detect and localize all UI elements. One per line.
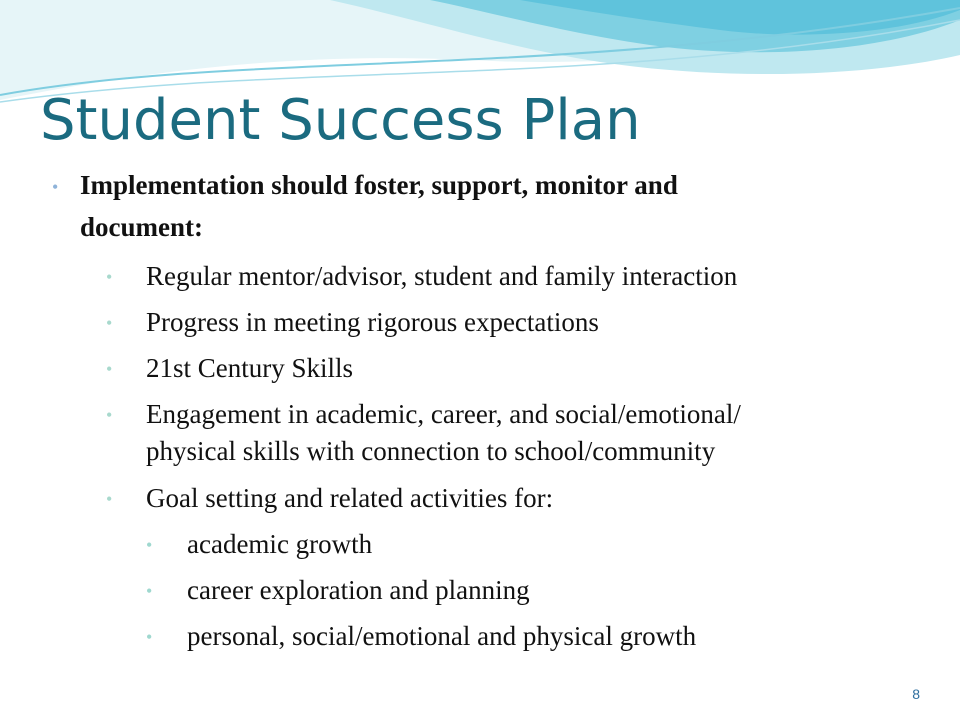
- bullet-icon: •: [106, 405, 113, 425]
- list-item: Regular mentor/advisor, student and family interaction: [146, 261, 738, 291]
- sub-list-item: academic growth: [187, 529, 373, 559]
- bullet-icon: •: [106, 359, 113, 379]
- bullet-icon: •: [106, 489, 113, 509]
- intro-line-1: Implementation should foster, support, monitor and: [80, 170, 678, 200]
- list-item: Goal setting and related activities for:: [146, 483, 554, 513]
- sub-list-item: personal, social/emotional and physical growth: [187, 621, 697, 651]
- slide-number: 8: [912, 686, 920, 702]
- bullet-icon: •: [106, 267, 113, 287]
- bullet-icon: •: [146, 627, 153, 647]
- slide-title: Student Success Plan: [40, 88, 641, 153]
- sub-list-item: career exploration and planning: [187, 575, 530, 605]
- list-item: Engagement in academic, career, and social/emotional/: [146, 399, 741, 429]
- bullet-icon: •: [146, 535, 153, 555]
- bullet-icon: •: [52, 177, 59, 197]
- list-item: 21st Century Skills: [146, 353, 354, 383]
- bullet-icon: •: [106, 313, 113, 333]
- intro-line-2: document:: [80, 212, 203, 242]
- list-item-continuation: physical skills with connection to school/community: [146, 436, 716, 466]
- bullet-icon: •: [146, 581, 153, 601]
- list-item: Progress in meeting rigorous expectations: [146, 307, 599, 337]
